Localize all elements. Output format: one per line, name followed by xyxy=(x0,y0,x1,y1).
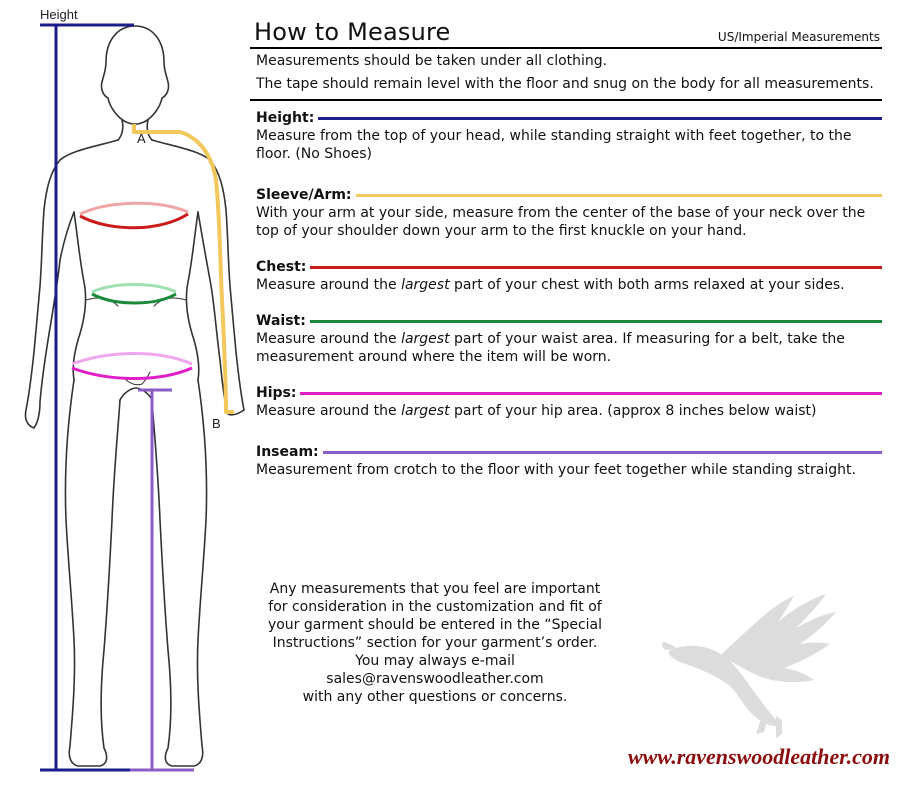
waist-title: Waist: xyxy=(256,313,306,329)
website-url[interactable]: www.ravenswoodleather.com xyxy=(628,744,890,769)
point-b-label: B xyxy=(212,416,221,431)
note-line: Any measurements that you feel are important xyxy=(269,581,601,597)
inseam-color-bar xyxy=(323,451,882,454)
intro-line-1: Measurements should be taken under all clothing. xyxy=(256,53,608,69)
hips-title: Hips: xyxy=(256,385,297,401)
chest-front-line xyxy=(80,214,188,228)
inseam-measure-line xyxy=(130,390,194,770)
note-line: with any other questions or concerns. xyxy=(302,689,568,705)
height-description: Measure from the top of your head, while standing straight with feet together, to the floor. (No Shoes) xyxy=(256,128,852,162)
hips-back-line xyxy=(72,354,192,365)
page-title: How to Measure xyxy=(254,18,451,46)
units-label: US/Imperial Measurements xyxy=(717,30,880,44)
sleeve-measure-line xyxy=(134,124,234,412)
waist-color-bar xyxy=(310,320,882,323)
special-instructions-note xyxy=(250,580,620,706)
sleeve-color-bar xyxy=(356,194,882,197)
body-silhouette xyxy=(25,26,244,766)
note-line: for consideration in the customization and fit of xyxy=(268,599,602,615)
header-divider xyxy=(250,47,882,49)
waist-front-line xyxy=(92,294,176,303)
hips-description: Measure around the largest part of your hip area. (approx 8 inches below waist) xyxy=(256,403,817,419)
height-section xyxy=(256,109,882,163)
chest-description: Measure around the largest part of your chest with both arms relaxed at your sides. xyxy=(256,277,845,293)
inseam-description: Measurement from crotch to the floor with your feet together while standing straight. xyxy=(256,462,856,478)
hips-section xyxy=(256,384,882,420)
chest-color-bar xyxy=(310,266,882,269)
height-title: Height: xyxy=(256,110,315,126)
inseam-section xyxy=(256,443,882,479)
intro-line-2: The tape should remain level with the floor and snug on the body for all measurements. xyxy=(256,76,874,92)
note-line: You may always e-mail xyxy=(355,653,515,669)
sleeve-description: With your arm at your side, measure from the center of the base of your neck over the top of your shoulder down your arm to the first knuckle on your hand. xyxy=(256,205,866,239)
note-line: your garment should be entered in the “Special xyxy=(267,617,603,633)
sleeve-title: Sleeve/Arm: xyxy=(256,187,352,203)
waist-section xyxy=(256,312,882,366)
height-label: Height xyxy=(40,7,78,22)
inseam-title: Inseam: xyxy=(256,444,319,460)
height-color-bar xyxy=(318,117,882,120)
note-line: Instructions” section for your garment’s order. xyxy=(272,635,598,651)
sleeve-section xyxy=(256,186,882,240)
chest-title: Chest: xyxy=(256,259,307,275)
waist-description: Measure around the largest part of your waist area. If measuring for a belt, take the measurement around where the item will be worn. xyxy=(256,331,845,365)
chest-section xyxy=(256,258,882,294)
raven-logo-watermark xyxy=(660,590,840,740)
intro-divider xyxy=(250,99,882,101)
hips-color-bar xyxy=(300,392,882,395)
note-email[interactable]: sales@ravenswoodleather.com xyxy=(326,671,544,687)
waist-back-line xyxy=(92,285,176,293)
hips-front-line xyxy=(72,368,192,379)
body-diagram xyxy=(0,0,250,792)
point-a-label: A xyxy=(137,131,146,146)
chest-back-line xyxy=(80,203,188,214)
